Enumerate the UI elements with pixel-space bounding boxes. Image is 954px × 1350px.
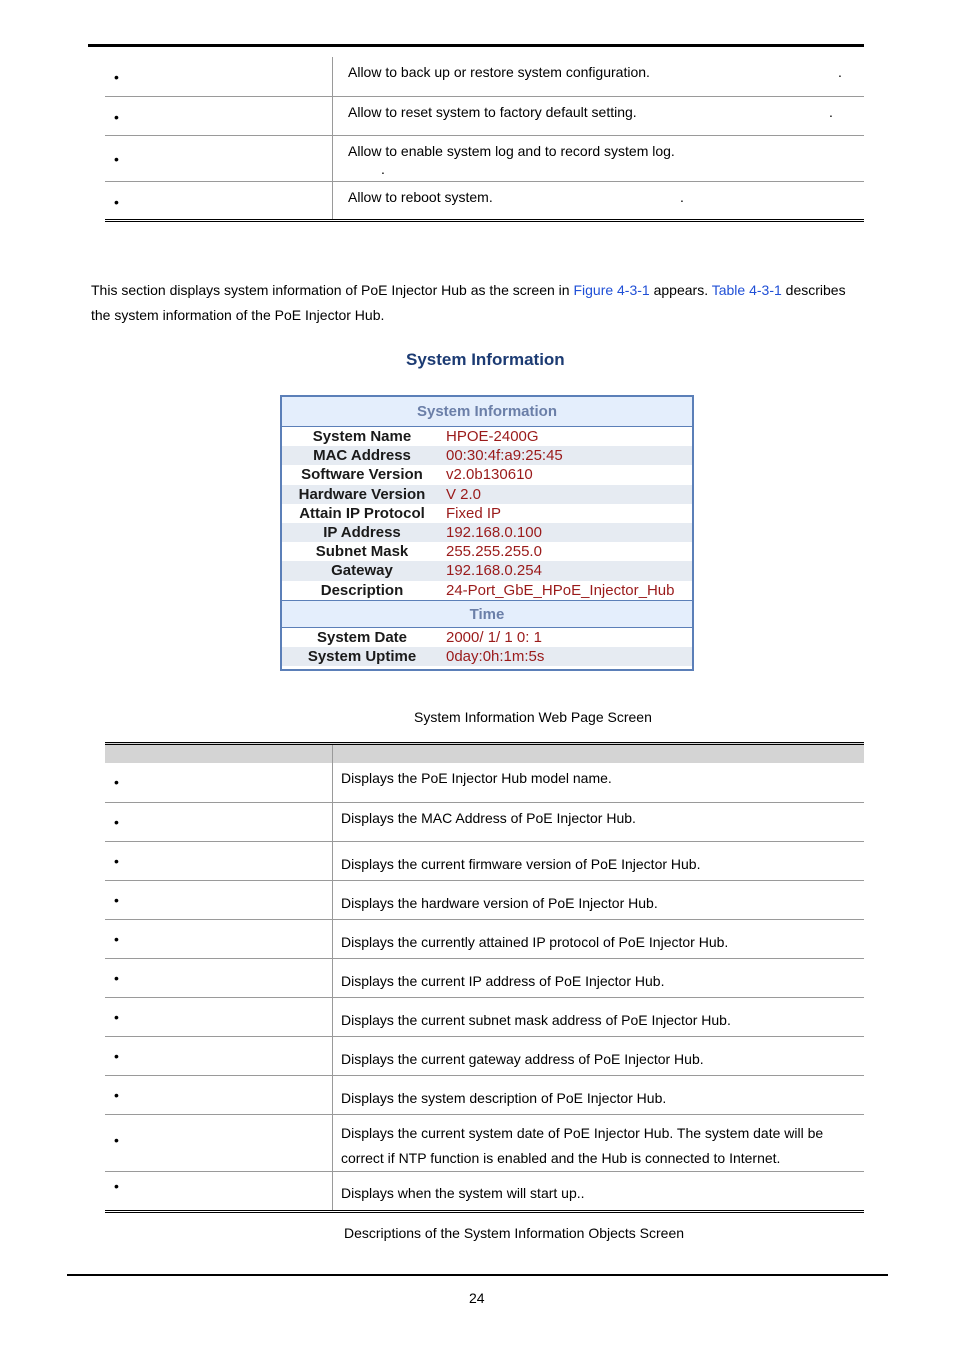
bullet: • (114, 1131, 119, 1148)
info-value: V 2.0 (446, 485, 482, 503)
trailing-dot: . (829, 103, 833, 120)
info-row (282, 647, 692, 666)
row-description: Displays the current gateway address of PoE Injector Hub. (333, 1036, 865, 1075)
info-label: Subnet Mask (315, 543, 409, 561)
header-rule (88, 44, 864, 47)
intro-text: appears. (649, 282, 712, 298)
row-description: Allow to reboot system. (348, 188, 493, 205)
top-function-table (105, 57, 864, 222)
bullet: • (114, 1008, 119, 1025)
row-description: Displays the current subnet mask address of PoE Injector Hub. (333, 997, 865, 1036)
row-description: Displays the currently attained IP protocol of PoE Injector Hub. (333, 919, 865, 958)
footer-rule (67, 1274, 888, 1276)
trailing-dot: . (381, 160, 385, 177)
info-row (282, 504, 692, 523)
trailing-dot: . (838, 64, 842, 80)
table-row (105, 57, 864, 96)
table-row (105, 997, 864, 1036)
bullet: • (114, 774, 119, 790)
table-row (105, 919, 864, 958)
table-row (105, 763, 864, 802)
table-row (105, 135, 864, 181)
info-value: HPOE-2400G (446, 428, 539, 445)
info-value: Fixed IP (446, 504, 502, 522)
bullet: • (114, 852, 119, 869)
bullet: • (114, 69, 119, 85)
info-value: 2000/ 1/ 1 0: 1 (446, 628, 542, 646)
bullet: • (114, 1086, 119, 1103)
bullet: • (114, 108, 119, 125)
row-description: Displays the hardware version of PoE Injector Hub. (333, 880, 865, 919)
info-label: IP Address (323, 523, 401, 541)
bullet: • (114, 193, 119, 210)
row-description: Displays the PoE Injector Hub model name. (333, 763, 865, 802)
table-row (105, 880, 864, 919)
bullet: • (114, 969, 119, 986)
info-label: MAC Address (313, 447, 411, 465)
row-description: Displays the current firmware version of PoE Injector Hub. (333, 841, 865, 880)
bullet: • (114, 1177, 119, 1194)
info-label: Gateway (331, 562, 393, 580)
bullet: • (114, 930, 119, 947)
info-rows (282, 427, 692, 600)
info-row (282, 465, 692, 484)
info-label: Hardware Version (298, 485, 426, 503)
bullet: • (114, 150, 119, 167)
intro-paragraph (91, 278, 864, 328)
row-description: Allow to reset system to factory default setting. (348, 103, 637, 120)
table-row (105, 1075, 864, 1114)
page-number: 24 (469, 1290, 485, 1306)
table-row (105, 802, 864, 841)
table-row (105, 96, 864, 135)
intro-text: This section displays system information of PoE Injector Hub as the screen in (91, 282, 574, 298)
row-description: Displays the current system date of PoE Injector Hub. The system date will be correct if NTP function is enabled and the Hub is connected to Internet. (333, 1114, 865, 1171)
time-header: Time (282, 600, 692, 628)
time-rows (282, 628, 692, 666)
table-row (105, 841, 864, 880)
bullet: • (114, 813, 119, 830)
info-value: 0day:0h:1m:5s (446, 647, 545, 665)
info-row (282, 581, 692, 600)
panel-header: System Information (282, 397, 692, 427)
info-value: 255.255.255.0 (446, 543, 542, 561)
system-information-panel (280, 395, 694, 671)
row-description: Displays when the system will start up.. (333, 1171, 865, 1211)
row-description: Allow to back up or restore system configuration. (348, 64, 650, 80)
figure-title: System Information (406, 350, 565, 369)
table-row (105, 958, 864, 997)
info-value: 192.168.0.100 (446, 523, 542, 541)
figure-link[interactable]: Figure 4-3-1 (573, 282, 650, 298)
info-label: System Uptime (307, 647, 417, 665)
info-row (282, 523, 692, 542)
info-row (282, 446, 692, 465)
info-label: System Date (316, 628, 408, 646)
figure-caption: System Information Web Page Screen (414, 709, 652, 725)
row-description: Displays the system description of PoE Injector Hub. (333, 1075, 865, 1114)
table-header-bar (105, 742, 864, 763)
info-value: 24-Port_GbE_HPoE_Injector_Hub (446, 581, 675, 599)
info-label: Attain IP Protocol (299, 504, 425, 522)
info-value: 00:30:4f:a9:25:45 (446, 447, 563, 465)
table-row (105, 1114, 864, 1171)
info-row (282, 485, 692, 504)
intro-text: describes the system information of the PoE Injector Hub. (91, 282, 846, 323)
info-value: 192.168.0.254 (446, 562, 542, 580)
row-description: Displays the current IP address of PoE Injector Hub. (333, 958, 865, 997)
table-link[interactable]: Table 4-3-1 (711, 282, 782, 298)
info-value: v2.0b130610 (446, 466, 533, 484)
info-label: Software Version (301, 466, 423, 484)
trailing-dot: . (680, 188, 684, 205)
row-description: Displays the MAC Address of PoE Injector Hub. (333, 802, 865, 841)
bullet: • (114, 891, 119, 908)
info-label: Description (320, 581, 404, 599)
table-row (105, 1171, 864, 1211)
table-row (105, 181, 864, 220)
info-row (282, 628, 692, 647)
info-row (282, 561, 692, 580)
table-caption: Descriptions of the System Information Objects Screen (344, 1225, 685, 1241)
row-description: Allow to enable system log and to record system log. (348, 142, 675, 159)
info-label: System Name (312, 428, 412, 445)
description-table (105, 763, 864, 1213)
info-row (282, 427, 692, 446)
bullet: • (114, 1047, 119, 1064)
info-row (282, 542, 692, 561)
table-row (105, 1036, 864, 1075)
